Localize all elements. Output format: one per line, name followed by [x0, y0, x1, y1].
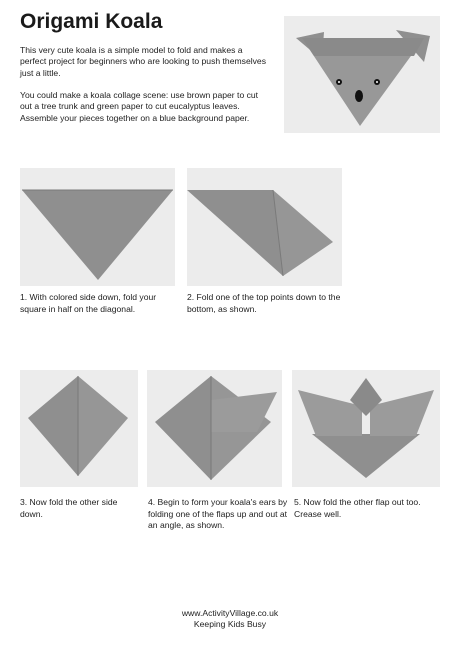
koala-illustration	[284, 16, 440, 133]
intro-paragraph-1: This very cute koala is a simple model to fold and makes a perfect project for beginners who are looking to push themselves just a little.	[20, 45, 267, 78]
footer-site: www.ActivityVillage.co.uk	[181, 608, 279, 618]
footer-tagline: Keeping Kids Busy	[193, 619, 267, 629]
step-4-caption: 4. Begin to form your koala's ears by folding one of the flaps up and out at an angle, as shown.	[148, 497, 288, 531]
step-4-photo	[147, 370, 282, 487]
finished-koala-photo	[284, 16, 440, 133]
step-5-photo	[292, 370, 440, 487]
step-2-photo	[187, 168, 342, 286]
step-3-caption: 3. Now fold the other side down.	[20, 497, 118, 519]
step-5-caption: 5. Now fold the other flap out too. Crease well.	[294, 497, 421, 519]
koala-nose-icon	[355, 90, 363, 102]
page-title: Origami Koala	[20, 10, 163, 33]
step-1-photo	[20, 168, 175, 286]
step-1-caption: 1. With colored side down, fold your square in half on the diagonal.	[20, 292, 157, 314]
step-2-caption: 2. Fold one of the top points down to the bottom, as shown.	[187, 292, 341, 314]
step-3-photo	[20, 370, 138, 487]
intro-paragraph-2: You could make a koala collage scene: use brown paper to cut out a tree trunk and green paper to cut eucalyptus leaves. Assemble your pieces together on a blue background paper.	[20, 90, 259, 123]
